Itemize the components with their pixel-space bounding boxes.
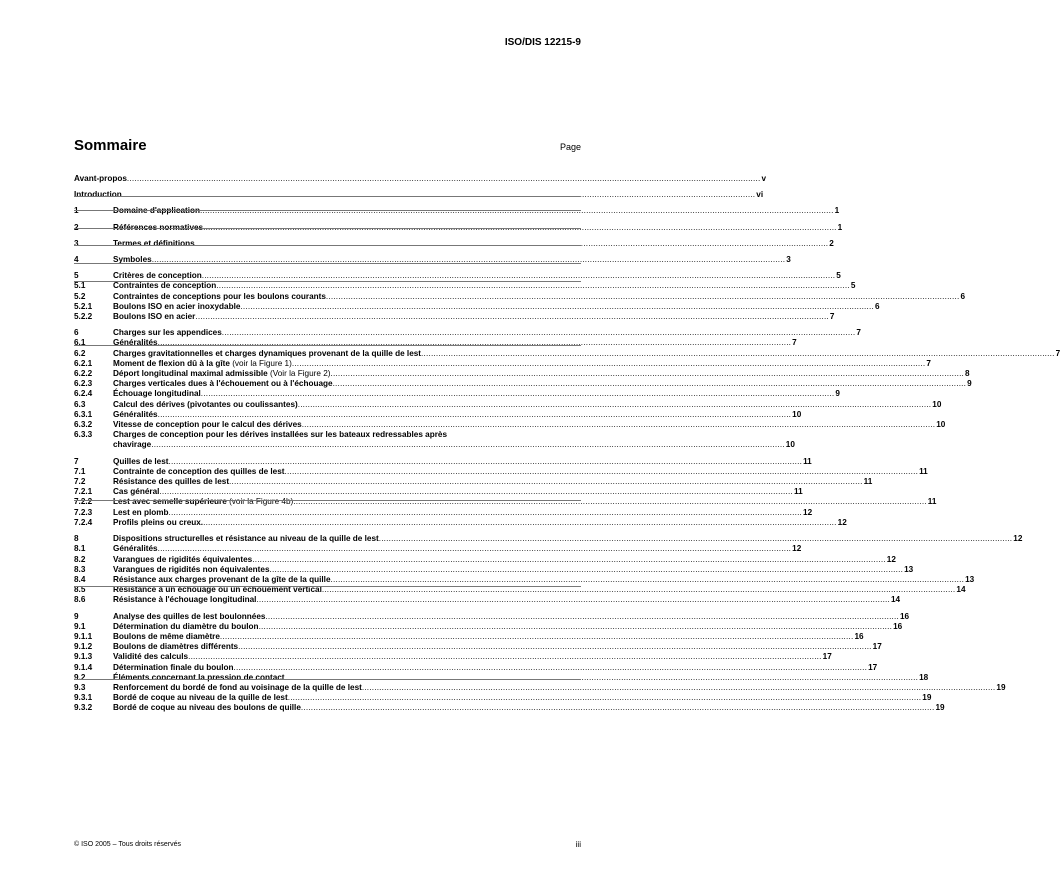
toc-entry-title: Critères de conception bbox=[113, 271, 202, 281]
divider bbox=[74, 196, 581, 197]
toc-entry[interactable] bbox=[74, 348, 1060, 359]
toc-entry-page: 5 bbox=[850, 281, 856, 291]
toc-entry-title: Résistance à l'échouage longitudinal bbox=[113, 595, 257, 605]
toc-entry-number: 6.2.2 bbox=[74, 369, 93, 379]
toc-entry-page: 12 bbox=[1013, 534, 1023, 544]
toc-entry-page: 12 bbox=[886, 554, 896, 564]
toc-entry-page: 19 bbox=[996, 682, 1006, 692]
toc-entry-title: Déport longitudinal maximal admissible (Voir la Figure 2) bbox=[113, 369, 331, 379]
toc-entry-page: 19 bbox=[922, 693, 932, 703]
toc-entry-number: 6.1 bbox=[74, 338, 86, 348]
toc-entry-number: 6.2.1 bbox=[74, 358, 93, 368]
toc-entry-number: 8.3 bbox=[74, 564, 86, 574]
dot-leader bbox=[293, 497, 927, 507]
toc-entry[interactable] bbox=[74, 328, 861, 338]
toc-entry[interactable] bbox=[74, 291, 966, 302]
toc-entry-page: 11 bbox=[863, 477, 873, 487]
toc-entry[interactable] bbox=[74, 399, 942, 410]
dot-leader bbox=[331, 575, 965, 585]
toc-entry[interactable] bbox=[74, 621, 903, 632]
toc-entry[interactable] bbox=[74, 238, 834, 249]
divider bbox=[74, 345, 581, 346]
toc-entry-figure-reference: (Voir la Figure 2) bbox=[267, 369, 331, 379]
toc-entry-number: 7.2.2 bbox=[74, 497, 93, 507]
toc-entry-page: 13 bbox=[965, 574, 975, 584]
toc-entry-title: Calcul des dérives (pivotantes ou coulissantes) bbox=[113, 399, 298, 409]
toc-entry-page: 16 bbox=[854, 631, 864, 641]
table-of-contents bbox=[74, 174, 1060, 714]
toc-entry[interactable] bbox=[74, 420, 946, 430]
toc-entry-page: 17 bbox=[872, 642, 882, 652]
dot-leader bbox=[169, 457, 803, 467]
toc-entry-number: 6.3 bbox=[74, 399, 86, 409]
divider bbox=[74, 263, 581, 264]
toc-entry-number: 6.2 bbox=[74, 348, 86, 358]
dot-leader bbox=[127, 174, 761, 184]
divider bbox=[74, 500, 581, 501]
toc-entry-number: 8 bbox=[74, 534, 79, 544]
toc-entry-page: 10 bbox=[785, 440, 795, 450]
toc-entry-page: 6 bbox=[874, 301, 880, 311]
toc-entry-number: 9 bbox=[74, 611, 79, 621]
toc-entry-number: 7.2.3 bbox=[74, 507, 93, 517]
divider bbox=[74, 228, 581, 229]
dot-leader bbox=[203, 518, 837, 528]
toc-entry-number: 8.4 bbox=[74, 574, 86, 584]
toc-entry-page: 12 bbox=[792, 544, 802, 554]
dot-leader bbox=[222, 328, 856, 338]
toc-entry[interactable] bbox=[74, 682, 1006, 693]
toc-entry-number: 8.1 bbox=[74, 544, 86, 554]
toc-entry-title: Validité des calculs bbox=[113, 652, 189, 662]
toc-entry-page: v bbox=[761, 174, 767, 183]
toc-entry[interactable] bbox=[74, 554, 896, 565]
toc-entry[interactable] bbox=[74, 652, 832, 662]
dot-leader bbox=[158, 338, 792, 348]
toc-entry-page: 7 bbox=[829, 312, 835, 322]
toc-entry-page: vi bbox=[756, 190, 764, 200]
dot-leader bbox=[220, 632, 854, 642]
toc-entry-title: Lest en plomb bbox=[113, 507, 169, 517]
toc-entry[interactable] bbox=[74, 389, 840, 399]
divider bbox=[74, 245, 581, 246]
title-row bbox=[74, 137, 581, 154]
toc-entry-title: Boulons de diamètres différents bbox=[113, 642, 239, 652]
toc-entry[interactable] bbox=[74, 369, 970, 379]
toc-entry[interactable] bbox=[74, 338, 797, 348]
toc-entry-title: Lest avec semelle supérieure (voir la Figure 4b) bbox=[113, 497, 294, 507]
toc-entry-title: Généralités bbox=[113, 409, 158, 419]
toc-entry[interactable] bbox=[74, 662, 878, 673]
toc-entry-title: Renforcement du bordé de fond au voisinage de la quille de lest bbox=[113, 682, 362, 692]
toc-entry-title: Éléments concernant la pression de contact bbox=[113, 672, 285, 682]
dot-leader bbox=[252, 555, 886, 565]
divider bbox=[74, 281, 581, 282]
divider bbox=[74, 586, 581, 587]
toc-entry-number: 7.2.1 bbox=[74, 487, 93, 497]
divider bbox=[74, 679, 581, 680]
toc-entry[interactable] bbox=[74, 379, 972, 389]
toc-entry[interactable] bbox=[74, 672, 929, 683]
toc-entry-title: Quilles de lest bbox=[113, 456, 169, 466]
dot-leader bbox=[270, 565, 904, 575]
toc-entry[interactable] bbox=[74, 497, 937, 507]
toc-entry-number: 9.2 bbox=[74, 672, 86, 682]
toc-entry[interactable] bbox=[74, 611, 910, 622]
toc-entry[interactable] bbox=[74, 517, 847, 528]
toc-entry-number: 6.2.4 bbox=[74, 389, 93, 399]
toc-entry[interactable] bbox=[74, 281, 856, 291]
dot-leader bbox=[302, 420, 936, 430]
toc-entry-number: 9.1.3 bbox=[74, 652, 93, 662]
toc-entry[interactable] bbox=[74, 564, 914, 575]
toc-entry-title: Introduction bbox=[74, 190, 122, 200]
page-number: iii bbox=[575, 840, 581, 849]
toc-entry-title: Généralités bbox=[113, 544, 158, 554]
toc-entry-title: Boulons ISO en acier bbox=[113, 312, 196, 322]
toc-entry-title: Analyse des quilles de lest boulonnées bbox=[113, 611, 266, 621]
toc-entry[interactable] bbox=[74, 544, 802, 554]
toc-entry-title: Termes et définitions bbox=[113, 238, 195, 248]
toc-entry-page: 1 bbox=[837, 222, 843, 232]
toc-entry-title: Résistance à un échouage ou un échouement vertical bbox=[113, 585, 322, 595]
toc-entry[interactable] bbox=[74, 206, 840, 216]
dot-leader bbox=[159, 487, 793, 497]
dot-leader bbox=[362, 683, 996, 693]
copyright-notice: © ISO 2005 – Tous droits réservés bbox=[74, 841, 181, 848]
toc-entry-number: 6.3.3 bbox=[74, 430, 93, 440]
toc-entry[interactable] bbox=[74, 174, 767, 184]
toc-entry-page: 11 bbox=[803, 456, 812, 466]
dot-leader bbox=[201, 389, 835, 399]
toc-entry-number: 7 bbox=[74, 456, 79, 466]
toc-entry-title: Charges sur les appendices bbox=[113, 328, 222, 338]
toc-entry-number: 6.3.1 bbox=[74, 409, 93, 419]
toc-entry-page: 14 bbox=[956, 585, 966, 595]
toc-entry-number: 9.1 bbox=[74, 621, 86, 631]
toc-entry-page: 17 bbox=[822, 652, 832, 662]
toc-entry[interactable] bbox=[74, 456, 812, 467]
toc-entry[interactable] bbox=[74, 430, 795, 450]
toc-entry-page: 17 bbox=[868, 662, 878, 672]
dot-leader bbox=[202, 271, 836, 281]
dot-leader bbox=[265, 612, 899, 622]
toc-entry[interactable] bbox=[74, 534, 1023, 544]
toc-entry-page: 14 bbox=[891, 595, 901, 605]
toc-entry-title: Domaine d'application bbox=[113, 206, 201, 216]
toc-entry[interactable] bbox=[74, 271, 841, 281]
toc-entry-number: 3 bbox=[74, 238, 79, 248]
toc-entry-title: Échouage longitudinal bbox=[113, 389, 201, 399]
toc-entry-page: 16 bbox=[899, 611, 910, 621]
toc-entry[interactable] bbox=[74, 507, 813, 518]
toc-entry-page: 10 bbox=[936, 420, 946, 430]
toc-entry-title: Contrainte de conception des quilles de lest bbox=[113, 466, 285, 476]
toc-entry-title: Références normatives bbox=[113, 222, 204, 232]
dot-leader bbox=[238, 642, 872, 652]
toc-entry-number: 1 bbox=[74, 206, 79, 216]
toc-entry-page: 11 bbox=[919, 466, 928, 476]
toc-entry-number: 6.3.2 bbox=[74, 420, 93, 430]
toc-entry-page: 18 bbox=[919, 672, 929, 682]
toc-entry[interactable] bbox=[74, 693, 932, 703]
toc-entry-number: 5 bbox=[74, 271, 79, 281]
toc-entry-number: 7.2.4 bbox=[74, 517, 93, 527]
toc-entry-number: 9.3.2 bbox=[74, 703, 93, 713]
dot-leader bbox=[169, 508, 803, 518]
toc-entry-page: 2 bbox=[829, 238, 834, 248]
toc-entry-number: 9.3.1 bbox=[74, 693, 93, 703]
toc-entry-number: 5.2.2 bbox=[74, 312, 93, 322]
toc-entry[interactable] bbox=[74, 595, 901, 605]
toc-entry-page: 5 bbox=[836, 271, 841, 281]
dot-leader bbox=[333, 379, 967, 389]
toc-entry-number: 9.1.4 bbox=[74, 662, 93, 672]
toc-entry[interactable] bbox=[74, 358, 931, 369]
dot-leader bbox=[298, 400, 932, 410]
toc-entry-number: 6 bbox=[74, 328, 79, 338]
dot-leader bbox=[151, 440, 785, 450]
toc-entry-page: 8 bbox=[965, 369, 970, 379]
toc-entry-title: Charges verticales dues à l'échouement ou à l'échouage bbox=[113, 379, 333, 389]
toc-entry-title: Vitesse de conception pour le calcul des dérives bbox=[113, 420, 302, 430]
toc-entry-title: Bordé de coque au niveau de la quille de lest bbox=[113, 693, 288, 703]
toc-entry[interactable] bbox=[74, 631, 864, 642]
toc-entry-page: 16 bbox=[893, 621, 903, 631]
toc-entry-title: Généralités bbox=[113, 338, 158, 348]
dot-leader bbox=[234, 663, 868, 673]
toc-entry-page: 1 bbox=[834, 206, 840, 216]
toc-entry-title: Symboles bbox=[113, 255, 152, 265]
toc-entry-page: 7 bbox=[856, 328, 861, 338]
toc-entry[interactable] bbox=[74, 312, 835, 322]
toc-entry-title: Cas général bbox=[113, 487, 160, 497]
dot-leader bbox=[326, 292, 960, 302]
dot-leader bbox=[195, 239, 829, 249]
dot-leader bbox=[229, 477, 863, 487]
toc-entry-number: 7.1 bbox=[74, 466, 86, 476]
toc-entry-number: 4 bbox=[74, 255, 79, 265]
dot-leader bbox=[195, 312, 829, 322]
toc-entry-figure-reference: (voir la Figure 1) bbox=[229, 358, 292, 368]
toc-entry-title: Résistance des quilles de lest bbox=[113, 477, 230, 487]
dot-leader bbox=[259, 622, 893, 632]
toc-entry-title: Bordé de coque au niveau des boulons de quille bbox=[113, 703, 301, 713]
toc-entry-number: 8.6 bbox=[74, 595, 86, 605]
toc-entry[interactable] bbox=[74, 487, 803, 497]
dot-leader bbox=[285, 467, 919, 477]
toc-entry-number: 9.1.2 bbox=[74, 642, 93, 652]
toc-entry-number: 6.2.3 bbox=[74, 379, 93, 389]
toc-entry-title: Dispositions structurelles et résistance au niveau de la quille de lest bbox=[113, 534, 379, 544]
dot-leader bbox=[240, 302, 874, 312]
dot-leader bbox=[288, 693, 922, 703]
toc-entry-title: Profils pleins ou creux. bbox=[113, 517, 204, 527]
toc-entry-number: 2 bbox=[74, 222, 79, 232]
toc-entry-page: 11 bbox=[927, 497, 937, 507]
toc-entry-page: 6 bbox=[960, 291, 966, 301]
toc-entry[interactable] bbox=[74, 409, 802, 420]
document-reference: ISO/DIS 12215-9 bbox=[504, 37, 581, 48]
toc-entry-page: 12 bbox=[803, 507, 813, 517]
toc-entry-title: Boulons de même diamètre bbox=[113, 631, 220, 641]
toc-entry-page: 7 bbox=[926, 358, 931, 368]
dot-leader bbox=[285, 673, 919, 683]
toc-entry-number: 8.5 bbox=[74, 585, 86, 595]
toc-entry-title: Résistance aux charges provenant de la gîte de la quille bbox=[113, 574, 331, 584]
toc-entry-number: 8.2 bbox=[74, 554, 86, 564]
toc-entry-number: 7.2 bbox=[74, 477, 86, 487]
toc-entry-number: 5.1 bbox=[74, 281, 86, 291]
toc-entry-number: 5.2 bbox=[74, 291, 86, 301]
divider bbox=[74, 210, 581, 211]
toc-entry-title: Moment de flexion dû à la gîte (voir la Figure 1) bbox=[113, 358, 292, 368]
toc-entry-title: Contraintes de conceptions pour les boulons courants bbox=[113, 291, 326, 301]
toc-entry[interactable] bbox=[74, 703, 945, 713]
toc-entry-number: 5.2.1 bbox=[74, 301, 93, 311]
toc-entry-title: Charges de conception pour les dérives installées sur les bateaux redressables après bbox=[113, 430, 448, 440]
dot-leader bbox=[292, 359, 926, 369]
toc-entry-title: Détermination finale du boulon bbox=[113, 662, 234, 672]
toc-entry-page: 12 bbox=[837, 517, 847, 527]
toc-entry[interactable] bbox=[74, 466, 928, 477]
toc-entry-title: Varangues de rigidités non équivalentes bbox=[113, 564, 270, 574]
toc-entry-page: 9 bbox=[835, 389, 840, 399]
dot-leader bbox=[330, 369, 964, 379]
page-column-label: Page bbox=[559, 142, 581, 152]
dot-leader bbox=[256, 595, 890, 605]
toc-entry-title: Avant-propos bbox=[74, 174, 127, 183]
toc-entry-title: Détermination du diamètre du boulon bbox=[113, 621, 259, 631]
dot-leader bbox=[301, 703, 935, 713]
dot-leader bbox=[200, 206, 834, 216]
toc-entry-page: 3 bbox=[786, 255, 791, 265]
page-title: Sommaire bbox=[74, 137, 147, 154]
dot-leader bbox=[158, 410, 792, 420]
dot-leader bbox=[421, 349, 1055, 359]
toc-entry-title: Contraintes de conception bbox=[113, 281, 217, 291]
toc-entry-page: 10 bbox=[792, 409, 802, 419]
toc-entry-number: 9.3 bbox=[74, 682, 86, 692]
toc-entry-number: 9.1.1 bbox=[74, 631, 93, 641]
dot-leader bbox=[158, 544, 792, 554]
dot-leader bbox=[188, 652, 822, 662]
toc-entry-page: 13 bbox=[904, 564, 914, 574]
toc-entry-page: 9 bbox=[967, 379, 972, 389]
toc-entry-title: chavirage bbox=[113, 440, 152, 450]
dot-leader bbox=[216, 281, 850, 291]
dot-leader bbox=[379, 534, 1013, 544]
toc-entry[interactable] bbox=[74, 477, 873, 487]
toc-entry-page: 11 bbox=[793, 487, 803, 497]
toc-entry-title: Boulons ISO en acier inoxydable bbox=[113, 301, 241, 311]
toc-entry[interactable] bbox=[74, 301, 880, 312]
toc-entry-page: 10 bbox=[932, 399, 942, 409]
toc-entry-figure-reference: (voir la Figure 4b) bbox=[226, 497, 294, 507]
toc-entry-title: Varangues de rigidités équivalentes bbox=[113, 554, 253, 564]
toc-entry-page: 7 bbox=[792, 338, 797, 348]
toc-entry-title: Charges gravitationnelles et charges dynamiques provenant de la quille de lest bbox=[113, 348, 422, 358]
toc-entry[interactable] bbox=[74, 574, 975, 585]
toc-entry-page: 7 bbox=[1055, 348, 1060, 358]
toc-entry-page: 19 bbox=[935, 703, 945, 713]
toc-entry[interactable] bbox=[74, 642, 882, 652]
